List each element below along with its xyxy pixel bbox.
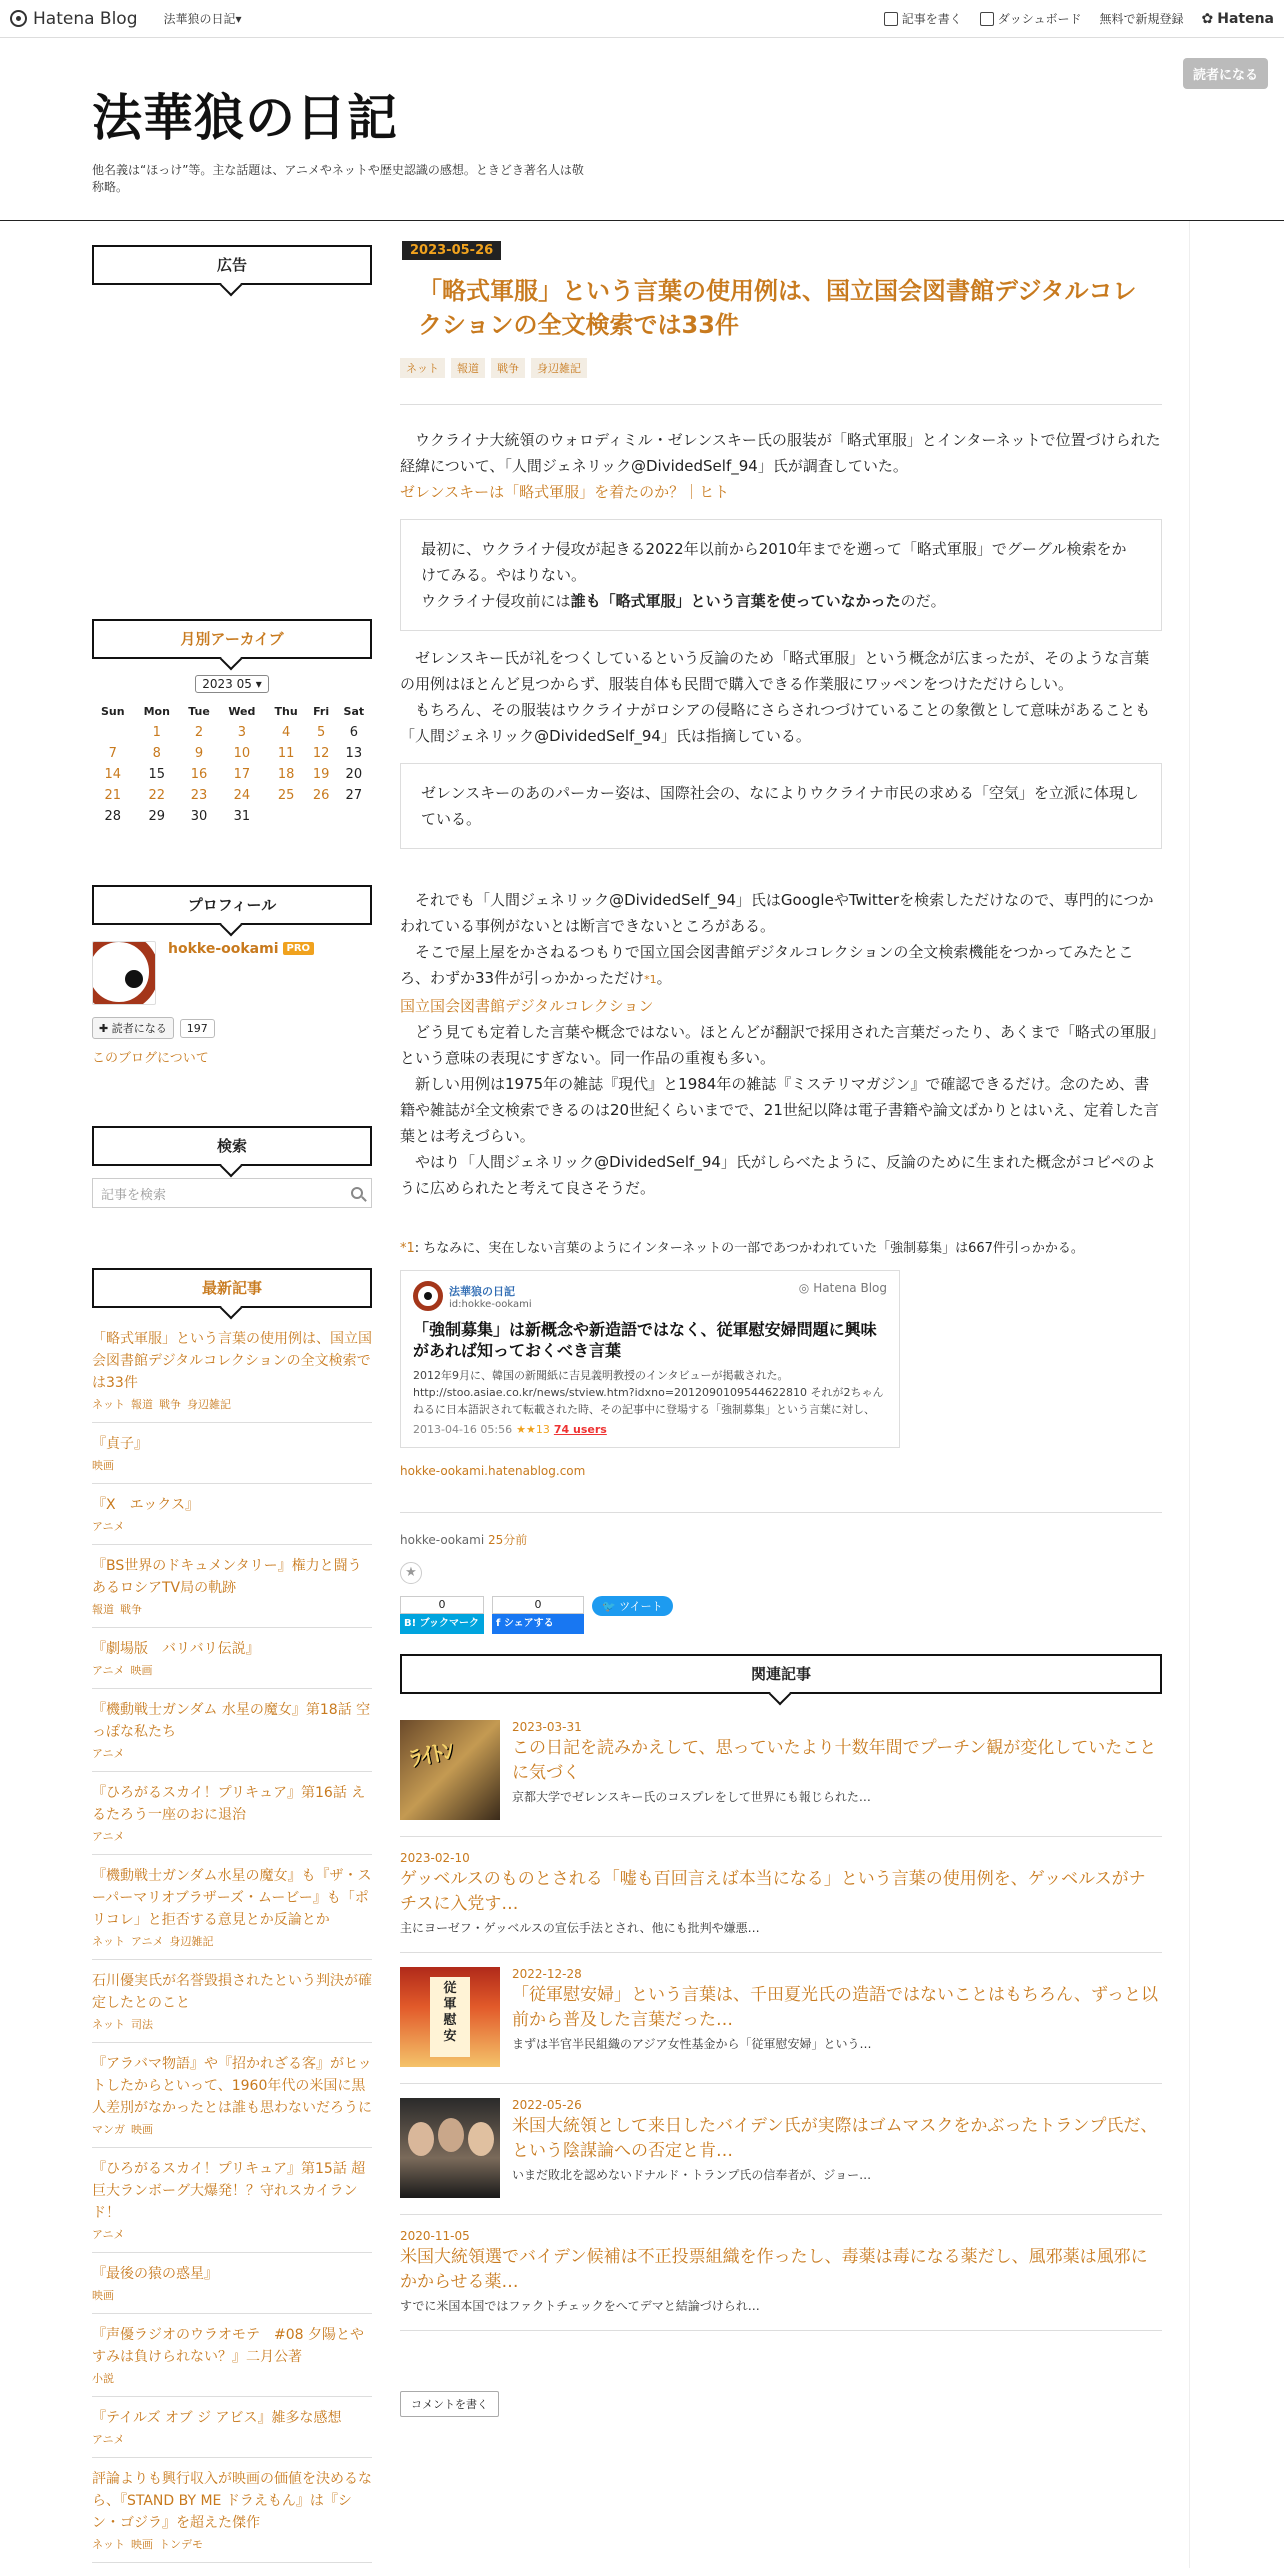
calendar-day[interactable]: 7: [108, 746, 117, 761]
calendar-day: 6: [349, 725, 358, 740]
calendar-day[interactable]: 9: [194, 746, 204, 761]
list-item: [92, 1960, 372, 2043]
share-label: f シェアする: [492, 1614, 584, 1634]
related-excerpt: まずは半官半民組織のアジア女性基金から「従軍慰安婦」という…: [512, 2037, 872, 2051]
category-tag[interactable]: ネット: [92, 1935, 125, 1948]
category-tag[interactable]: マンガ: [92, 2123, 125, 2136]
profile: [92, 941, 372, 1005]
related-entry: [400, 2215, 1162, 2331]
embed-description: 2012年9月に、韓国の新聞紙に吉見義明教授のインタビューが掲載された。 http://stoo.asiae.co.kr/news/stview.htm?idxno=2012090109544622810 それが2ちゃんねるに日本語訳されて転載された時、その記事中に登場する「強制募集」という言葉に対し、: [413, 1369, 884, 1416]
entry-date[interactable]: 2023-05-26: [402, 241, 501, 260]
calendar-day[interactable]: 16: [190, 767, 208, 782]
signup-link[interactable]: 無料で新規登録: [1099, 12, 1184, 26]
category-tag[interactable]: ネット: [92, 2018, 125, 2031]
blog-menu[interactable]: 法華狼の日記▾: [163, 12, 242, 26]
entry-time[interactable]: 25分前: [487, 1533, 528, 1547]
category-tag[interactable]: アニメ: [92, 1664, 125, 1677]
facebook-share-button[interactable]: [492, 1596, 584, 1634]
follow-button[interactable]: ✚ 読者になる: [92, 1017, 174, 1039]
calendar-day[interactable]: 18: [277, 767, 295, 782]
entry-body: [400, 427, 1162, 1201]
embedded-entry-card[interactable]: [400, 1270, 900, 1448]
related-date: 2023-02-10: [400, 1851, 470, 1865]
archive-month-select[interactable]: 2023 05 ▾: [195, 675, 268, 693]
paragraph: そこで屋上屋をかさねるつもりで国立国会図書館デジタルコレクションの全文検索機能をつかってみたところ、わずか33件が引っかかっただけ*1。: [400, 943, 1134, 987]
hatena-blog-icon: ◎: [798, 1281, 810, 1295]
write-entry-link[interactable]: [884, 10, 962, 27]
calendar-day[interactable]: 17: [233, 767, 251, 782]
calendar-day: 29: [148, 809, 166, 824]
recent-entry-link[interactable]: 『最後の猿の惑星』: [92, 2266, 218, 2282]
archive-module-title: 月別アーカイブ: [92, 619, 372, 659]
ad-module-title: 広告: [92, 245, 372, 285]
article: [400, 241, 1162, 2417]
category-tag[interactable]: 報道: [131, 1398, 153, 1411]
pro-badge: PRO: [283, 942, 315, 955]
calendar-day[interactable]: 1: [152, 725, 161, 740]
calendar-day[interactable]: 25: [277, 788, 295, 803]
category-tag[interactable]: アニメ: [92, 1520, 125, 1533]
category-tag[interactable]: ネット: [400, 358, 445, 378]
list-item: [92, 2458, 372, 2563]
bookmark-count: 0: [400, 1596, 484, 1614]
calendar-day[interactable]: 2: [194, 725, 204, 740]
list-item: [92, 1628, 372, 1689]
paragraph: ウクライナ大統領のウォロディミル・ゼレンスキー氏の服装が「略式軍服」とインターネットで位置づけられた経緯について、「人間ジェネリック@DividedSelf_94」氏が調査していた。: [400, 431, 1161, 475]
ad-space: [92, 285, 372, 619]
top-bar: [0, 0, 1284, 38]
share-count: 0: [492, 1596, 584, 1614]
related-title-link[interactable]: 米国大統領として来日したバイデン氏が実際はゴムマスクをかぶったトランプ氏だ、という陰謀論への否定と肯…: [512, 2116, 1158, 2161]
category-tag[interactable]: 報道: [92, 1603, 114, 1616]
embed-bookmark-users[interactable]: 74 users: [553, 1423, 607, 1436]
bookmark-label: B! ブックマーク: [400, 1614, 484, 1634]
category-tag[interactable]: ネット: [92, 1398, 125, 1411]
category-tag[interactable]: 身辺雑記: [187, 1398, 231, 1411]
related-entry: [400, 1837, 1162, 1953]
list-item: [92, 1423, 372, 1484]
write-comment-button[interactable]: コメントを書く: [400, 2391, 499, 2417]
footnote-text: : ちなみに、実在しない言葉のようにインターネットの一部であつかわれていた「強制募集」は667件引っかかる。: [414, 1241, 1084, 1256]
calendar-day[interactable]: 3: [237, 725, 246, 740]
category-tag[interactable]: 映画: [131, 2123, 153, 2136]
recent-entry-link[interactable]: 『テイルズ オブ ジ アビス』雑多な感想: [92, 2410, 342, 2426]
related-entry: [400, 1953, 1162, 2084]
recent-module-title: 最新記事: [92, 1268, 372, 1308]
calendar-day[interactable]: 26: [312, 788, 330, 803]
calendar-day[interactable]: 14: [104, 767, 122, 782]
recent-entry-link[interactable]: 『X エックス』: [92, 1497, 200, 1513]
related-date: 2020-11-05: [400, 2229, 470, 2243]
category-tag[interactable]: 報道: [451, 358, 485, 378]
category-tag[interactable]: アニメ: [92, 2228, 125, 2241]
category-tag[interactable]: アニメ: [131, 1935, 164, 1948]
list-item: [92, 1772, 372, 1855]
list-item: [92, 1855, 372, 1960]
related-title-link[interactable]: この日記を読みかえして、思っていたより十数年間でプーチン観が変化していたことに気づく: [512, 1738, 1157, 1783]
calendar-day: [307, 806, 336, 827]
share-buttons: [400, 1596, 1162, 1634]
blog-title[interactable]: 法華狼の日記: [92, 89, 398, 147]
calendar-weekday: Wed: [228, 705, 256, 718]
calendar-weekday: Sat: [343, 705, 365, 718]
search-module-title: 検索: [92, 1126, 372, 1166]
archive-calendar: [92, 701, 372, 827]
embed-title[interactable]: 「強制募集」は新概念や新造語ではなく、従軍慰安婦問題に興味があれば知っておくべき言葉: [413, 1320, 877, 1360]
about-link[interactable]: このブログについて: [92, 1051, 209, 1066]
calendar-day: 27: [345, 788, 363, 803]
calendar-day: [266, 806, 307, 827]
paragraph: ゼレンスキー氏が礼をつくしているという反論のため「略式軍服」という概念が広まったが、そのような言葉の用例はほとんど見つからず、服装自体も民間で購入できる作業服にワッペンをつけただけらしい。: [400, 649, 1150, 693]
calendar-day: [336, 806, 372, 827]
paragraph: どう見ても定着した言葉や概念ではない。ほとんどが翻訳で採用された言葉だったり、あくまで「略式の軍服」という意味の表現にすぎない。同一作品の重複も多い。: [400, 1023, 1158, 1067]
footnote-ref[interactable]: *1: [644, 973, 657, 986]
recent-entry-link[interactable]: 『アラバマ物語』や『招かれざる客』がヒットしたからといって、1960年代の米国に黒人差別がなかったとは誰も思わないだろうに: [92, 2056, 372, 2116]
list-item: [92, 2148, 372, 2253]
related-thumbnail[interactable]: [400, 2098, 500, 2198]
list-item: [92, 1484, 372, 1545]
hatena-bookmark-button[interactable]: [400, 1596, 484, 1634]
calendar-day: [92, 722, 134, 743]
quote-text: 最初に、ウクライナ侵攻が起きる2022年以前から2010年までを遡って「略式軍服」でグーグル検索をかけてみる。やはりない。: [421, 540, 1127, 584]
dashboard-link[interactable]: [980, 10, 1082, 27]
category-tag[interactable]: 小説: [92, 2372, 114, 2385]
recent-entry-link[interactable]: 『機動戦士ガンダム水星の魔女』も『ザ・スーパーマリオブラザーズ・ムービー』も「ポリコレ」と拒否する意見とか反論とか: [92, 1868, 372, 1928]
calendar-day[interactable]: 22: [148, 788, 166, 803]
related-excerpt: 主にヨーゼフ・ゲッベルスの宣伝手法とされ、他にも批判や嫌悪…: [400, 1921, 760, 1935]
related-title-link[interactable]: 米国大統領選でバイデン候補は不正投票組織を作ったし、毒薬は毒になる薬だし、風邪薬は風邪にかからせる薬…: [400, 2247, 1148, 2292]
list-item: [92, 1545, 372, 1628]
calendar-day: 28: [104, 809, 122, 824]
list-item: [92, 1689, 372, 1772]
write-label: 記事を書く: [901, 12, 962, 26]
blog-avatar-icon: [413, 1281, 443, 1311]
calendar-day: 15: [148, 767, 166, 782]
related-entry: [400, 2084, 1162, 2215]
blog-header: [0, 38, 1284, 221]
subscribe-button[interactable]: 読者になる: [1183, 58, 1268, 89]
calendar-day[interactable]: 4: [281, 725, 291, 740]
calendar-day[interactable]: 10: [233, 746, 251, 761]
recent-entry-link[interactable]: 評論よりも興行収入が映画の価値を決めるなら、『STAND BY ME ドラえもん』は『シン・ゴジラ』を超えた傑作: [92, 2471, 372, 2531]
list-item: [92, 2043, 372, 2148]
category-tag[interactable]: トンデモ: [159, 2538, 203, 2551]
calendar-day[interactable]: 24: [233, 788, 251, 803]
category-tag[interactable]: 映画: [92, 1459, 114, 1472]
related-thumbnail[interactable]: 従 軍 慰 安: [400, 1967, 500, 2067]
recent-entry-link[interactable]: 『声優ラジオのウラオモテ #08 夕陽とやすみは負けられない？』二月公著: [92, 2327, 364, 2365]
list-item: [92, 2253, 372, 2314]
embed-date: 2013-04-16 05:56: [413, 1423, 513, 1436]
paragraph: もちろん、その服装はウクライナがロシアの侵略にさらされつづけていることの象徴として意味があることも「人間ジェネリック@DividedSelf_94」氏は指摘している。: [400, 701, 1151, 745]
embed-stars: ★★13: [516, 1423, 550, 1436]
hatena-link[interactable]: [1202, 11, 1275, 27]
footnote: [400, 1237, 1162, 1256]
hatena-label: Hatena: [1217, 10, 1274, 27]
hatena-icon: ✿: [1201, 10, 1214, 27]
related-date: 2022-05-26: [512, 2098, 582, 2112]
recent-entry-link[interactable]: 『劇場版 バリバリ伝説』: [92, 1641, 260, 1657]
embed-user-id: id:hokke-ookami: [449, 1298, 532, 1310]
calendar-weekday: Tue: [188, 705, 210, 718]
related-entry: [400, 1706, 1162, 1837]
footnote-number[interactable]: *1: [400, 1241, 415, 1256]
pencil-icon: [884, 12, 898, 26]
blockquote: [400, 519, 1162, 631]
related-excerpt: 京都大学でゼレンスキー氏のコスプレをして世界にも報じられた…: [512, 1790, 871, 1804]
category-tag[interactable]: 映画: [92, 2289, 114, 2302]
related-excerpt: すでに米国本国ではファクトチェックをへてデマと結論づけられ…: [400, 2299, 760, 2313]
calendar-day[interactable]: 19: [312, 767, 330, 782]
quote-text: ゼレンスキーのあのパーカー姿は、国際社会の、なによりウクライナ市民の求める「空気」を立派に体現している。: [421, 784, 1139, 828]
category-tag[interactable]: ネット: [92, 2538, 125, 2551]
blog-url-link[interactable]: hokke-ookami.hatenablog.com: [400, 1464, 586, 1478]
paragraph: やはり「人間ジェネリック@DividedSelf_94」氏がしらべたように、反論のために生まれた概念がコピペのように広められたと考えて良さそうだ。: [400, 1153, 1156, 1197]
calendar-day[interactable]: 11: [277, 746, 295, 761]
calendar-weekday: Fri: [313, 705, 330, 718]
hatena-blog-logo-icon: [10, 10, 27, 27]
calendar-day[interactable]: 21: [104, 788, 122, 803]
calendar-day[interactable]: 5: [316, 725, 326, 740]
category-tag[interactable]: 戦争: [159, 1398, 181, 1411]
avatar[interactable]: [92, 941, 156, 1005]
related-title-link[interactable]: ゲッベルスのものとされる「嘘も百回言えば本当になる」という言葉の使用例を、ゲッベルスがナチスに入党す…: [400, 1869, 1146, 1914]
related-date: 2023-03-31: [512, 1720, 582, 1734]
calendar-day[interactable]: 23: [190, 788, 208, 803]
category-tag[interactable]: アニメ: [92, 1747, 125, 1760]
category-tag[interactable]: 司法: [131, 2018, 153, 2031]
entry-title[interactable]: 「略式軍服」という言葉の使用例は、国立国会図書館デジタルコレクションの全文検索では33件: [418, 277, 1137, 339]
calendar-day[interactable]: 8: [152, 746, 161, 761]
category-tag[interactable]: 戦争: [120, 1603, 142, 1616]
hatena-blog-logo[interactable]: [10, 9, 138, 29]
recent-entries-list: [92, 1328, 372, 2563]
search-icon[interactable]: [351, 1187, 363, 1199]
blockquote: [400, 763, 1162, 849]
calendar-day: 13: [345, 746, 363, 761]
recent-entry-link[interactable]: 「略式軍服」という言葉の使用例は、国立国会図書館デジタルコレクションの全文検索では33件: [92, 1331, 372, 1391]
category-tag[interactable]: 戦争: [491, 358, 525, 378]
link-hito-article[interactable]: ゼレンスキーは「略式軍服」を着たのか？｜ヒト: [400, 483, 730, 501]
logo-text: Hatena Blog: [33, 8, 138, 29]
dashboard-label: ダッシュボード: [997, 12, 1082, 26]
recent-entry-link[interactable]: 『ひろがるスカイ！プリキュア』第15話 超巨大ランボーグ大爆発！？守れスカイランド！: [92, 2161, 366, 2221]
profile-module-title: プロフィール: [92, 885, 372, 925]
dashboard-icon: [980, 12, 994, 26]
category-tag[interactable]: アニメ: [92, 2433, 125, 2446]
paragraph: それでも「人間ジェネリック@DividedSelf_94」氏はGoogleやTwitterを検索しただけなので、専門的につかわれている事例がないとは断言できないところがある。: [400, 891, 1154, 935]
category-tag[interactable]: 映画: [131, 2538, 153, 2551]
author-name[interactable]: hokke-ookami: [400, 1533, 485, 1547]
category-tag[interactable]: 映画: [130, 1664, 153, 1677]
recent-entry-link[interactable]: 石川優実氏が名誉毀損されたという判決が確定したとのこと: [92, 1973, 372, 2011]
related-date: 2022-12-28: [512, 1967, 582, 1981]
entry-footer: [400, 1512, 1162, 1548]
paragraph: 新しい用例は1975年の雑誌『現代』と1984年の雑誌『ミステリマガジン』で確認できるだけ。念のため、書籍や雑誌が全文検索できるのは20世紀くらいまでで、21世紀以降は電子書籍や論文ばかりとはいえ、定着した言葉とは考えづらい。: [400, 1075, 1159, 1145]
category-tag[interactable]: 身辺雑記: [531, 358, 587, 378]
calendar-weekday: Mon: [143, 705, 170, 718]
recent-entry-link[interactable]: 『ひろがるスカイ！プリキュア』第16話 えるたろう一座のおに退治: [92, 1785, 366, 1823]
search-placeholder: 記事を検索: [101, 1187, 167, 1203]
related-module-title: 関連記事: [400, 1654, 1162, 1694]
embed-brand: ◎ Hatena Blog: [798, 1281, 887, 1295]
calendar-day: 20: [345, 767, 363, 782]
tweet-button[interactable]: 🐦 ツイート: [592, 1596, 673, 1616]
recent-entry-link[interactable]: 『貞子』: [92, 1436, 148, 1452]
category-tag[interactable]: アニメ: [92, 1830, 125, 1843]
add-star-icon[interactable]: ★: [400, 1562, 422, 1584]
search-input[interactable]: [92, 1178, 372, 1208]
calendar-weekday: Thu: [274, 705, 298, 718]
blog-description: 他名義は“ほっけ”等。主な話題は、アニメやネットや歴史認識の感想。ときどき著名人は敬称略。: [92, 163, 584, 194]
entry-categories: [400, 358, 1162, 378]
list-item: [92, 2397, 372, 2458]
embed-blog-name[interactable]: 法華狼の日記: [449, 1284, 515, 1298]
calendar-day: 30: [190, 809, 208, 824]
calendar-weekday: Sun: [100, 705, 125, 718]
recent-entry-link[interactable]: 『機動戦士ガンダム 水星の魔女』第18話 空っぽな私たち: [92, 1702, 371, 1740]
link-ndl-collection[interactable]: 国立国会図書館デジタルコレクション: [400, 997, 654, 1015]
category-tag[interactable]: 身辺雑記: [169, 1935, 214, 1948]
sidebar: [92, 245, 372, 2563]
calendar-day: 31: [233, 809, 251, 824]
list-item: [92, 1328, 372, 1423]
list-item: [92, 2314, 372, 2397]
related-title-link[interactable]: 「従軍慰安婦」という言葉は、千田夏光氏の造語ではないことはもちろん、ずっと以前から普及した言葉だった…: [512, 1985, 1158, 2030]
related-entries-list: [400, 1706, 1162, 2331]
recent-entry-link[interactable]: 『BS世界のドキュメンタリー』権力と闘う あるロシアTV局の軌跡: [92, 1558, 362, 1596]
follower-count[interactable]: 197: [180, 1019, 215, 1038]
related-thumbnail[interactable]: ﾗｲﾄﾝ: [400, 1720, 500, 1820]
related-excerpt: いまだ敗北を認めないドナルド・トランプ氏の信奉者が、ジョー…: [512, 2168, 872, 2182]
profile-name[interactable]: hokke-ookami: [168, 941, 279, 957]
calendar-day[interactable]: 12: [312, 746, 330, 761]
quote-text: ウクライナ侵攻前には誰も「略式軍服」という言葉を使っていなかったのだ。: [421, 592, 946, 610]
